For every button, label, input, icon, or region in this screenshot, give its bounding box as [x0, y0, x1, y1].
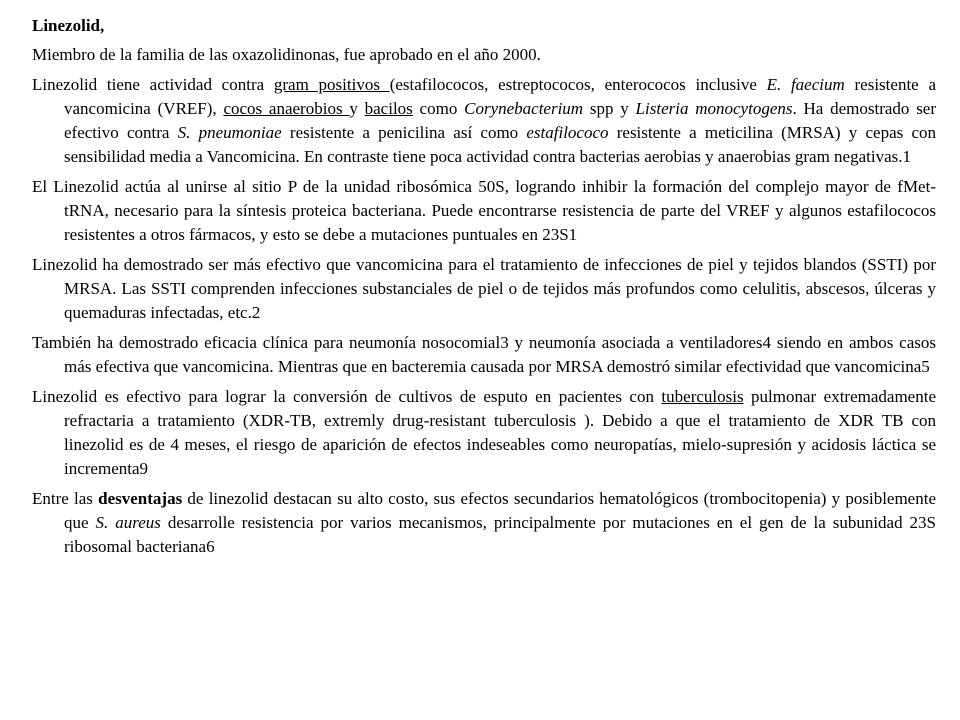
text-run: Linezolid tiene actividad contra: [32, 75, 274, 94]
paragraph-activity: [32, 73, 936, 169]
bold-term: desventajas: [98, 489, 183, 508]
text-run: Linezolid es efectivo para lograr la conversión de cultivos de esputo en pacientes con: [32, 387, 662, 406]
paragraph-disadvantages: [32, 487, 936, 559]
text-run: Entre las: [32, 489, 99, 508]
link-tuberculosis[interactable]: tuberculosis: [661, 387, 744, 406]
text-run: resistente a vancomicina (VREF),: [64, 75, 936, 118]
text-run: desarrolle resistencia por varios mecanismos, principalmente por mutaciones en el gen de la subunidad 23S ribosomal bacteriana6: [64, 513, 937, 556]
text-run: de linezolid destacan su alto costo, sus efectos secundarios hematológicos (trombocitopenia) y posiblemente que: [64, 489, 936, 532]
text-run: (estafilococos, estreptococos, enterococos inclusive: [389, 75, 767, 94]
italic-term: Corynebacterium: [464, 99, 584, 118]
link-bacilos[interactable]: bacilos: [364, 99, 413, 118]
paragraph-pneumonia: También ha demostrado eficacia clínica para neumonía nosocomial3 y neumonía asociada a ventiladores4 siendo en ambos casos más efectiva que vancomicina. Mientras que en bacteremia causada por MRSA demostró similar efectividad que vancomicina5: [32, 333, 936, 376]
italic-term: Listeria monocytogens: [635, 99, 793, 118]
link-gram-positivos[interactable]: gram positivos: [273, 75, 390, 94]
italic-term: E. faecium: [766, 75, 845, 94]
text-run: resistente a penicilina así como: [281, 123, 527, 142]
text-run: . Ha demostrado ser efectivo contra: [64, 99, 937, 142]
text-run: pulmonar extremadamente refractaria a tratamiento (XDR-TB, extremly drug-resistant tuberculosis ). Debido a que el tratamiento de XDR TB con linezolid es de 4 meses, el riesgo de aparición de efectos indeseables como neuropatías, mielo-supresión y acidosis láctica se incrementa9: [64, 387, 936, 478]
link-cocos-anaerobios[interactable]: cocos anaerobios: [223, 99, 350, 118]
paragraph-ssti: Linezolid ha demostrado ser más efectivo que vancomicina para el tratamiento de infecciones de piel y tejidos blandos (SSTI) por MRSA. Las SSTI comprenden infecciones substanciales de piel o de tejidos más profundos como celulitis, abscesos, úlceras y quemaduras infectadas, etc.2: [32, 255, 936, 322]
text-run: y: [349, 99, 365, 118]
text-run: resistente a meticilina (MRSA) y cepas con sensibilidad media a Vancomicina. En contraste tiene poca actividad contra bacterias aerobias y anaerobias gram negativas.1: [64, 123, 937, 166]
text-run: spp y: [583, 99, 636, 118]
paragraph-tuberculosis: [32, 385, 936, 481]
italic-term: S. aureus: [95, 513, 161, 532]
italic-term: estafilococo: [526, 123, 609, 142]
italic-term: S. pneumoniae: [177, 123, 282, 142]
paragraph-mechanism: El Linezolid actúa al unirse al sitio P de la unidad ribosómica 50S, logrando inhibir la formación del complejo mayor de fMet-tRNA, necesario para la síntesis proteica bacteriana. Puede encontrarse resistencia de parte del VREF y algunos estafilococos resistentes a otros fármacos, y esto se debe a mutaciones puntuales en 23S1: [32, 177, 936, 244]
text-run: como: [412, 99, 465, 118]
slide-title: Linezolid,: [32, 16, 105, 35]
paragraph-approval: Miembro de la familia de las oxazolidinonas, fue aprobado en el año 2000.: [32, 45, 541, 64]
